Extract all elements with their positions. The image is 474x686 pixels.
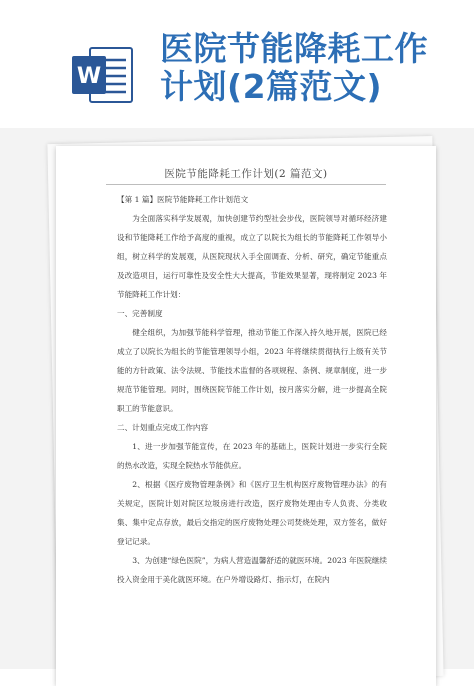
- section-label: 【第 1 篇】医院节能降耗工作计划范文: [117, 195, 249, 204]
- document-title: 医院节能降耗工作计划(2 篇范文): [164, 168, 328, 180]
- heading-key-tasks: 二、计划重点完成工作内容: [117, 423, 209, 432]
- document-page: [56, 146, 436, 686]
- paragraph-intro: 为全面落实科学发展观，加快创建节约型社会步伐，医院领导对循环经济建设和节能降耗工作给予高度的重视，成立了以院长为组长的节能降耗工作领导小组，树立科学的发展观，从医院现状入手全面调查、分析、研究，确定节能重点及改造项目，运行可靠性及安全性大大提高，节能效果显著，现将制定 2023 年节能降耗工作计划：: [117, 214, 387, 299]
- document-body: [117, 190, 387, 589]
- word-document-icon: [70, 44, 134, 106]
- heading-improve-system: 一、完善制度: [117, 309, 163, 318]
- paragraph-task-2: 2、根据《医疗废物管理条例》和《医疗卫生机构医疗废物管理办法》的有关规定，医院计划对院区垃圾房进行改造，医疗废物处理由专人负责、分类收集、集中定点存放，最后交指定的医疗废物处理公司焚烧处理，双方签名，做好登记记录。: [117, 480, 387, 546]
- banner-title-line-1: 医院节能降耗工作: [160, 29, 428, 68]
- logo-letter: W: [76, 64, 102, 89]
- banner-title: [160, 30, 470, 106]
- document-preview-area: [0, 128, 474, 669]
- title-divider: [106, 184, 386, 185]
- banner-title-line-2: 计划(2篇范文): [160, 67, 383, 106]
- paragraph-organization: 健全组织，为加强节能科学管理，推动节能工作深入持久地开展，医院已经成立了以院长为组长的节能管理领导小组，2023 年将继续贯彻执行上级有关节能的方针政策、法令法规、节能技术监督的各项规程、条例、规章制度，进一步规范节能管理。同时，围绕医院节能工作计划，按月落实分解，进一步提高全院职工的节能意识。: [117, 328, 387, 413]
- paragraph-task-3: 3、为创建“绿色医院”，为病人营造温馨舒适的就医环境。2023 年医院继续投入资金用于美化就医环境。在户外增设路灯、指示灯，在院内: [117, 556, 387, 584]
- banner: [0, 0, 474, 128]
- paragraph-task-1: 1、进一步加强节能宣传，在 2023 年的基础上，医院计划进一步实行全院的热水改造，实现全院热水节能供应。: [117, 442, 387, 470]
